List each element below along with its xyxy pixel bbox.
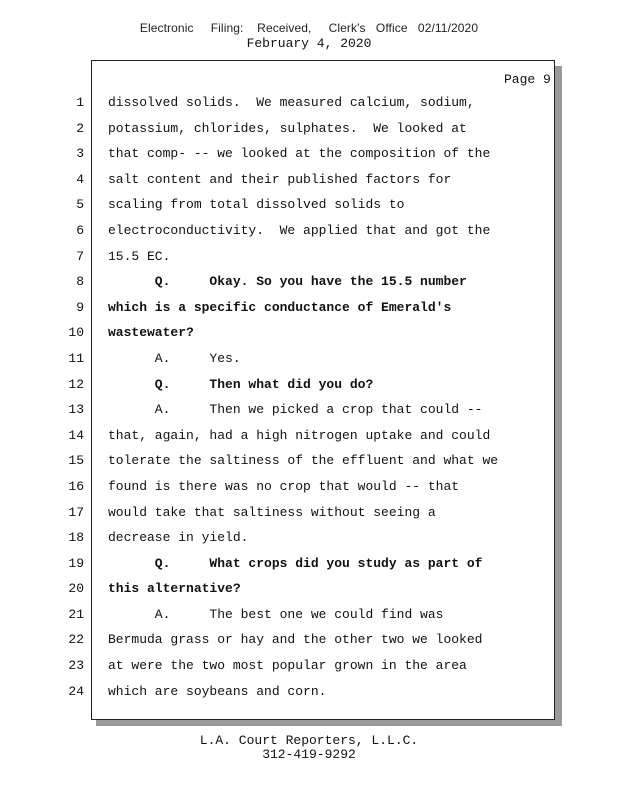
line-number: 6 bbox=[76, 222, 84, 238]
line-number: 13 bbox=[68, 402, 84, 418]
transcript-lines bbox=[0, 89, 618, 703]
line-text: Bermuda grass or hay and the other two we looked bbox=[108, 632, 483, 648]
transcript-line bbox=[0, 678, 618, 704]
transcript-line bbox=[0, 89, 618, 115]
transcript-line bbox=[0, 140, 618, 166]
page-number: Page 9 bbox=[504, 72, 551, 87]
transcript-line bbox=[0, 422, 618, 448]
transcript-line bbox=[0, 319, 618, 345]
transcript-line bbox=[0, 166, 618, 192]
line-text: A. The best one we could find was bbox=[108, 606, 444, 622]
line-number: 14 bbox=[68, 427, 84, 443]
line-text: A. Then we picked a crop that could -- bbox=[108, 402, 483, 418]
line-text: that comp- -- we looked at the composition of the bbox=[108, 146, 491, 162]
line-text: A. Yes. bbox=[108, 350, 241, 366]
line-text: that, again, had a high nitrogen uptake and could bbox=[108, 427, 491, 443]
transcript-line bbox=[0, 601, 618, 627]
transcript-line bbox=[0, 191, 618, 217]
line-number: 24 bbox=[68, 683, 84, 699]
line-number: 22 bbox=[68, 632, 84, 648]
question-text: this alternative? bbox=[108, 581, 241, 597]
transcript-line bbox=[0, 524, 618, 550]
line-number: 17 bbox=[68, 504, 84, 520]
transcript-line bbox=[0, 268, 618, 294]
line-text: scaling from total dissolved solids to bbox=[108, 197, 405, 213]
line-number: 10 bbox=[68, 325, 84, 341]
question-text: wastewater? bbox=[108, 325, 194, 341]
reporter-company: L.A. Court Reporters, L.L.C. bbox=[199, 733, 419, 748]
question-text: which is a specific conductance of Emerald's bbox=[108, 299, 452, 315]
line-number: 21 bbox=[68, 606, 84, 622]
question-text: Q. What crops did you study as part of bbox=[108, 555, 483, 571]
line-text: would take that saltiness without seeing a bbox=[108, 504, 436, 520]
transcript-line bbox=[0, 345, 618, 371]
transcript-line bbox=[0, 396, 618, 422]
line-number: 20 bbox=[68, 581, 84, 597]
line-number: 19 bbox=[68, 555, 84, 571]
transcript-line bbox=[0, 575, 618, 601]
line-number: 11 bbox=[68, 350, 84, 366]
transcript-line bbox=[0, 473, 618, 499]
line-number: 5 bbox=[76, 197, 84, 213]
line-text: found is there was no crop that would -- that bbox=[108, 478, 460, 494]
reporter-phone: 312-419-9292 bbox=[262, 747, 356, 762]
transcript-line bbox=[0, 243, 618, 269]
line-number: 7 bbox=[76, 248, 84, 264]
line-text: dissolved solids. We measured calcium, sodium, bbox=[108, 95, 475, 110]
line-number: 9 bbox=[76, 299, 84, 315]
question-text: Q. Then what did you do? bbox=[108, 376, 374, 392]
line-text: at were the two most popular grown in the area bbox=[108, 658, 467, 674]
line-number: 18 bbox=[68, 530, 84, 546]
line-text: decrease in yield. bbox=[108, 530, 249, 546]
transcript-line bbox=[0, 499, 618, 525]
line-text: salt content and their published factors for bbox=[108, 171, 452, 187]
line-number: 12 bbox=[68, 376, 84, 392]
line-number: 15 bbox=[68, 453, 84, 469]
transcript-line bbox=[0, 447, 618, 473]
transcript-line bbox=[0, 626, 618, 652]
transcript-line bbox=[0, 371, 618, 397]
line-number: 23 bbox=[68, 658, 84, 674]
line-text: electroconductivity. We applied that and got the bbox=[108, 222, 491, 238]
line-number: 16 bbox=[68, 478, 84, 494]
transcript-line bbox=[0, 550, 618, 576]
line-text: tolerate the saltiness of the effluent and what we bbox=[108, 453, 499, 469]
line-number: 1 bbox=[76, 95, 84, 110]
transcript-line bbox=[0, 652, 618, 678]
transcript-line bbox=[0, 217, 618, 243]
line-number: 8 bbox=[76, 274, 84, 290]
filing-stamp: Electronic Filing: Received, Clerk's Office 02/11/2020 bbox=[139, 21, 479, 35]
line-text: 15.5 EC. bbox=[108, 248, 171, 264]
line-number: 2 bbox=[76, 120, 84, 136]
question-text: Q. Okay. So you have the 15.5 number bbox=[108, 274, 467, 290]
line-text: which are soybeans and corn. bbox=[108, 683, 327, 699]
line-number: 4 bbox=[76, 171, 84, 187]
line-text: potassium, chlorides, sulphates. We looked at bbox=[108, 120, 467, 136]
transcript-line bbox=[0, 115, 618, 141]
transcript-date: February 4, 2020 bbox=[246, 36, 372, 51]
line-number: 3 bbox=[76, 146, 84, 162]
transcript-line bbox=[0, 294, 618, 320]
